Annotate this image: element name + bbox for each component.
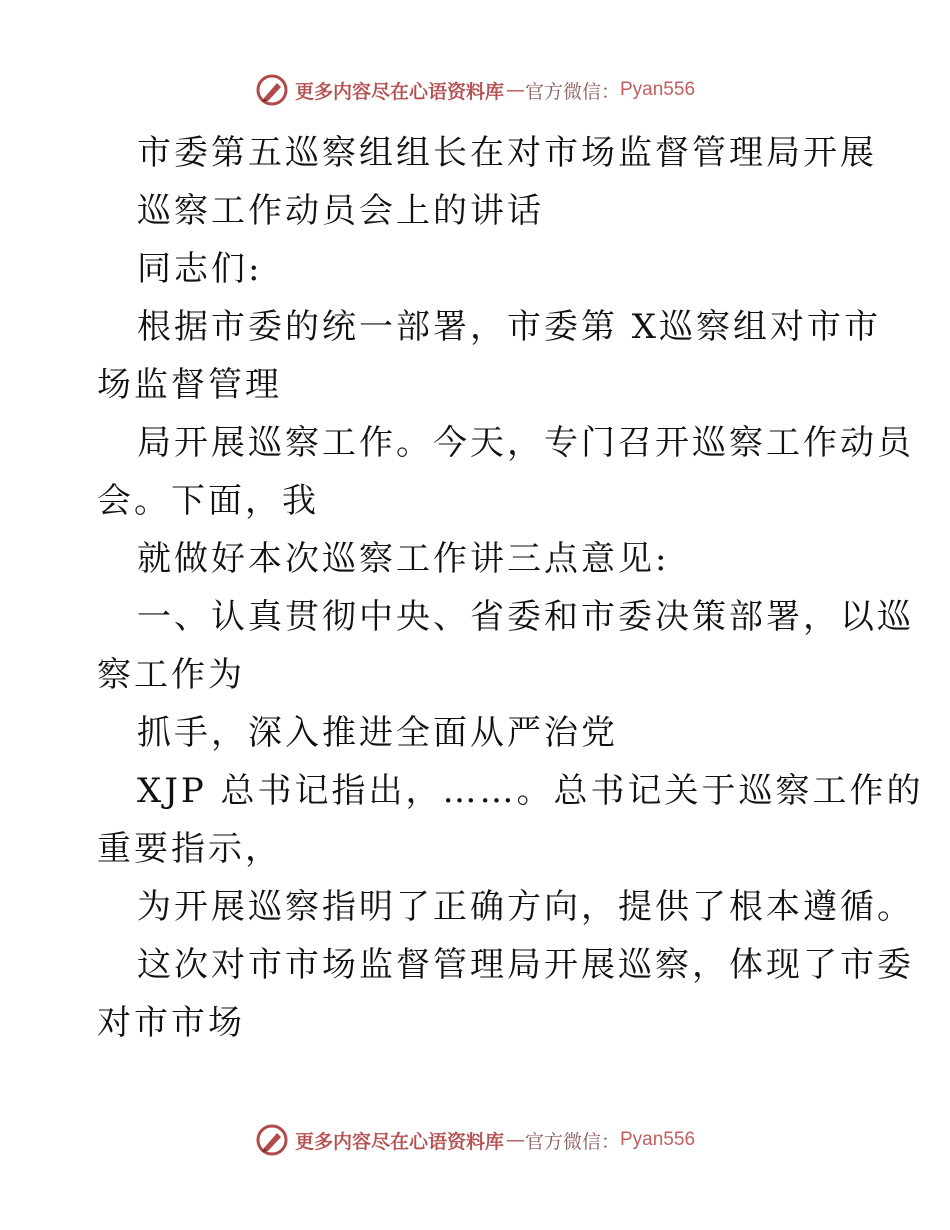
watermark-dash: —	[505, 79, 523, 101]
title-line-2: 巡察工作动员会上的讲话	[137, 191, 544, 231]
paragraph-line: 场监督管理	[97, 365, 282, 405]
salutation: 同志们:	[137, 249, 263, 289]
document-body	[0, 124, 950, 1052]
section-heading-line: 抓手，深入推进全面从严治党	[137, 713, 618, 753]
header-watermark	[0, 70, 950, 110]
paragraph-line: 会。下面，我	[97, 481, 319, 521]
watermark-dash: —	[505, 1129, 523, 1151]
pen-logo-icon	[255, 1123, 289, 1157]
paragraph-line: 这次对市市场监督管理局开展巡察，体现了市委	[137, 945, 914, 985]
watermark-prefix: 更多内容尽在心语资料库	[294, 80, 504, 103]
paragraph-line: 局开展巡察工作。今天，专门召开巡察工作动员	[137, 423, 914, 463]
watermark-label: 官方微信：	[524, 1130, 620, 1153]
paragraph-line: 对市市场	[97, 1003, 245, 1043]
title-line-1: 市委第五巡察组组长在对市场监督管理局开展	[137, 133, 877, 173]
pen-logo-icon	[255, 73, 289, 107]
paragraph-line: XJP 总书记指出，……。总书记关于巡察工作的	[137, 771, 924, 811]
watermark-wechat-id: Pyan556	[620, 1129, 696, 1150]
section-heading-line: 察工作为	[97, 655, 245, 695]
paragraph-line: 根据市委的统一部署，市委第 X巡察组对市市	[137, 307, 882, 347]
paragraph-line: 就做好本次巡察工作讲三点意见:	[137, 539, 670, 579]
watermark-prefix: 更多内容尽在心语资料库	[294, 1130, 504, 1153]
watermark-label: 官方微信：	[524, 80, 620, 103]
paragraph-line: 重要指示，	[97, 829, 282, 869]
watermark-wechat-id: Pyan556	[620, 79, 696, 100]
footer-watermark	[0, 1120, 950, 1160]
paragraph-line: 为开展巡察指明了正确方向，提供了根本遵循。	[137, 887, 914, 927]
section-heading-line: 一、认真贯彻中央、省委和市委决策部署，以巡	[137, 597, 914, 637]
